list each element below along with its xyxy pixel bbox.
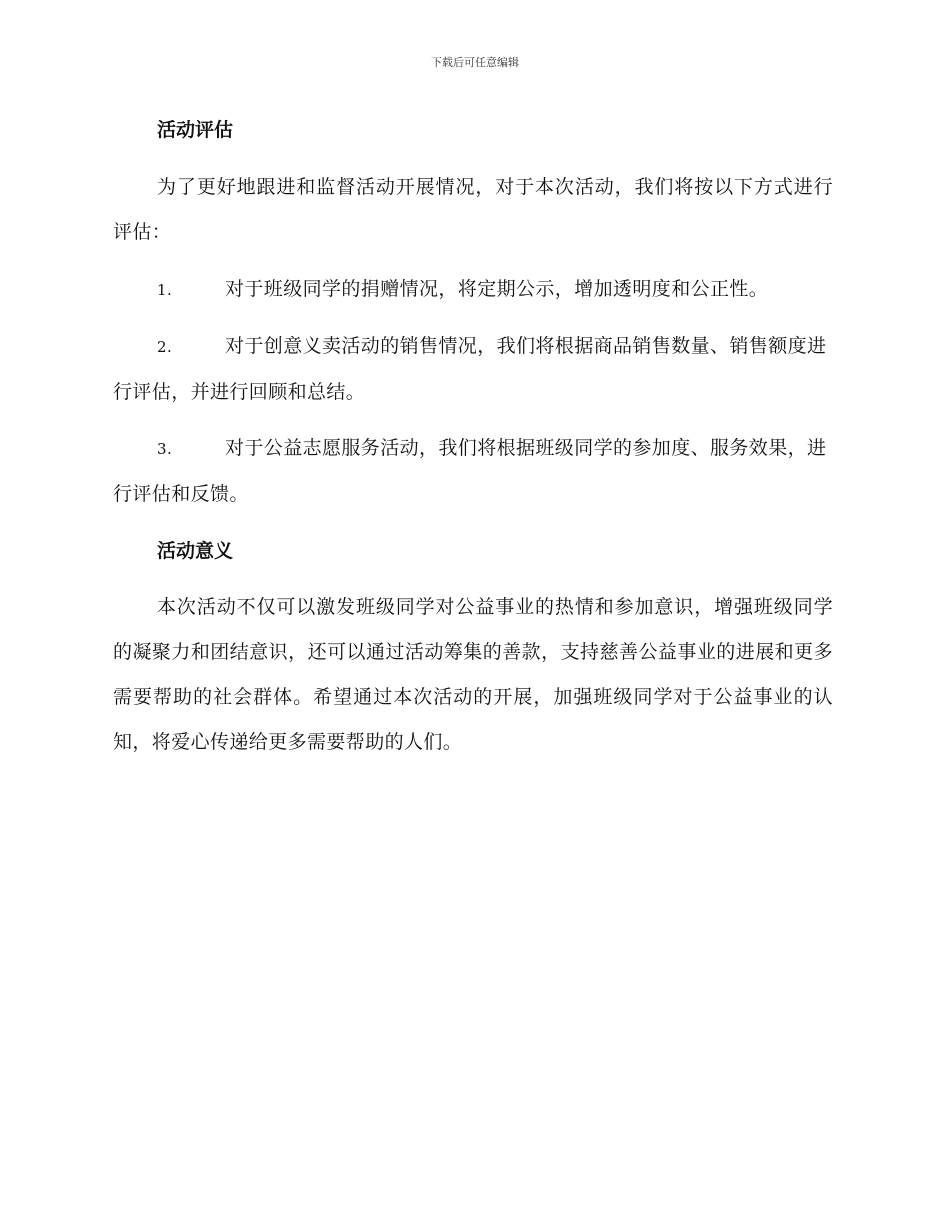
list-item-number: 2. (157, 338, 173, 356)
section-heading-significance: 活动意义 (157, 540, 234, 562)
page-header-note: 下载后可任意编辑 (431, 56, 519, 69)
evaluation-intro-paragraph: 为了更好地跟进和监督活动开展情况，对于本次活动，我们将按以下方式进行评估： (113, 176, 833, 243)
evaluation-list-item (113, 267, 833, 313)
list-item-text: 对于创意义卖活动的销售情况，我们将根据商品销售数量、销售额度进行评估，并进行回顾和总结。 (113, 335, 827, 403)
significance-paragraph: 本次活动不仅可以激发班级同学对公益事业的热情和参加意识，增强班级同学的凝聚力和团结意识，还可以通过活动筹集的善款，支持慈善公益事业的进展和更多需要帮助的社会群体。希望通过本次活动的开展，加强班级同学对于公益事业的认知，将爱心传递给更多需要帮助的人们。 (113, 596, 833, 753)
list-item-number: 3. (157, 440, 173, 458)
section-heading-evaluation: 活动评估 (157, 119, 234, 141)
list-item-text: 对于公益志愿服务活动，我们将根据班级同学的参加度、服务效果，进行评估和反馈。 (113, 437, 827, 505)
evaluation-list-item (113, 324, 833, 415)
list-item-number: 1. (157, 281, 173, 299)
evaluation-list-item (113, 426, 833, 517)
list-item-text: 对于班级同学的捐赠情况，将定期公示，增加透明度和公正性。 (225, 278, 769, 300)
